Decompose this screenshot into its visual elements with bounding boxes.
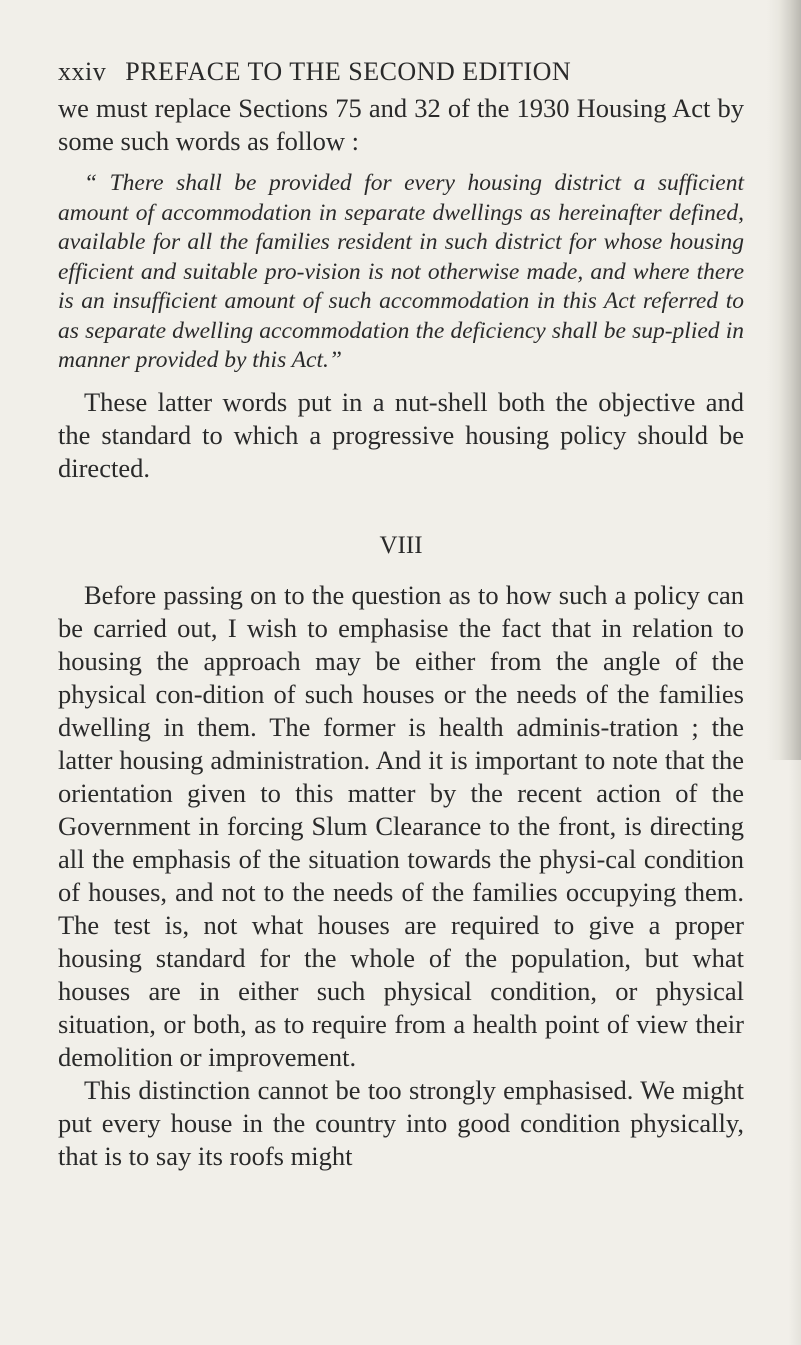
running-head bbox=[58, 56, 744, 88]
page-edge-shadow bbox=[767, 0, 801, 760]
paragraph-2-text: These latter words put in a nut-shell both the objective and the standard to which a progressive housing policy should be directed. bbox=[58, 386, 744, 483]
page-number: xxiv bbox=[58, 57, 107, 86]
section-heading: VIII bbox=[379, 531, 423, 559]
paragraph-4-text: This distinction cannot be too strongly emphasised. We might put every house in the country into good condition physically, that is to say its roofs might bbox=[58, 1074, 744, 1171]
quoted-statute bbox=[58, 169, 744, 376]
page-edge-shadow-lower bbox=[789, 760, 801, 1345]
paragraph-3-text: Before passing on to the question as to how such a policy can be carried out, I wish to emphasise the fact that in relation to housing the approach may be either from the angle of the physical con-dition of such houses or the needs of the families dwelling in them. The former is health adminis-tration ; the latter housing administration. And it is important to note that the orientation given to this matter by the recent action of the Government in forcing Slum Clearance to the front, is directing all the emphasis of the situation towards the physi-cal condition of houses, and not to the needs of the families occupying them. The test is, not what houses are required to give a proper housing standard for the whole of the population, but what houses are in either such physical condition, or physical situation, or both, as to require from a health point of view their demolition or improvement. bbox=[58, 579, 744, 1072]
paragraph-3 bbox=[58, 579, 744, 1074]
paragraph-2 bbox=[58, 386, 744, 485]
paragraph-4 bbox=[58, 1074, 744, 1173]
page-content bbox=[58, 56, 744, 1173]
paragraph-1: we must replace Sections 75 and 32 of the 1930 Housing Act by some such words as follow : bbox=[58, 93, 744, 156]
running-title: PREFACE TO THE SECOND EDITION bbox=[125, 57, 572, 86]
quoted-statute-text: “ There shall be provided for every housing district a sufficient amount of accommodation in separate dwellings as hereinafter defined, available for all the families resident in such district for whose housing efficient and suitable pro-vision is not otherwise made, and where there is an insufficient amount of such accommodation in this Act referred to as separate dwelling accommodation the deficiency shall be sup-plied in manner provided by this Act.” bbox=[58, 170, 744, 373]
